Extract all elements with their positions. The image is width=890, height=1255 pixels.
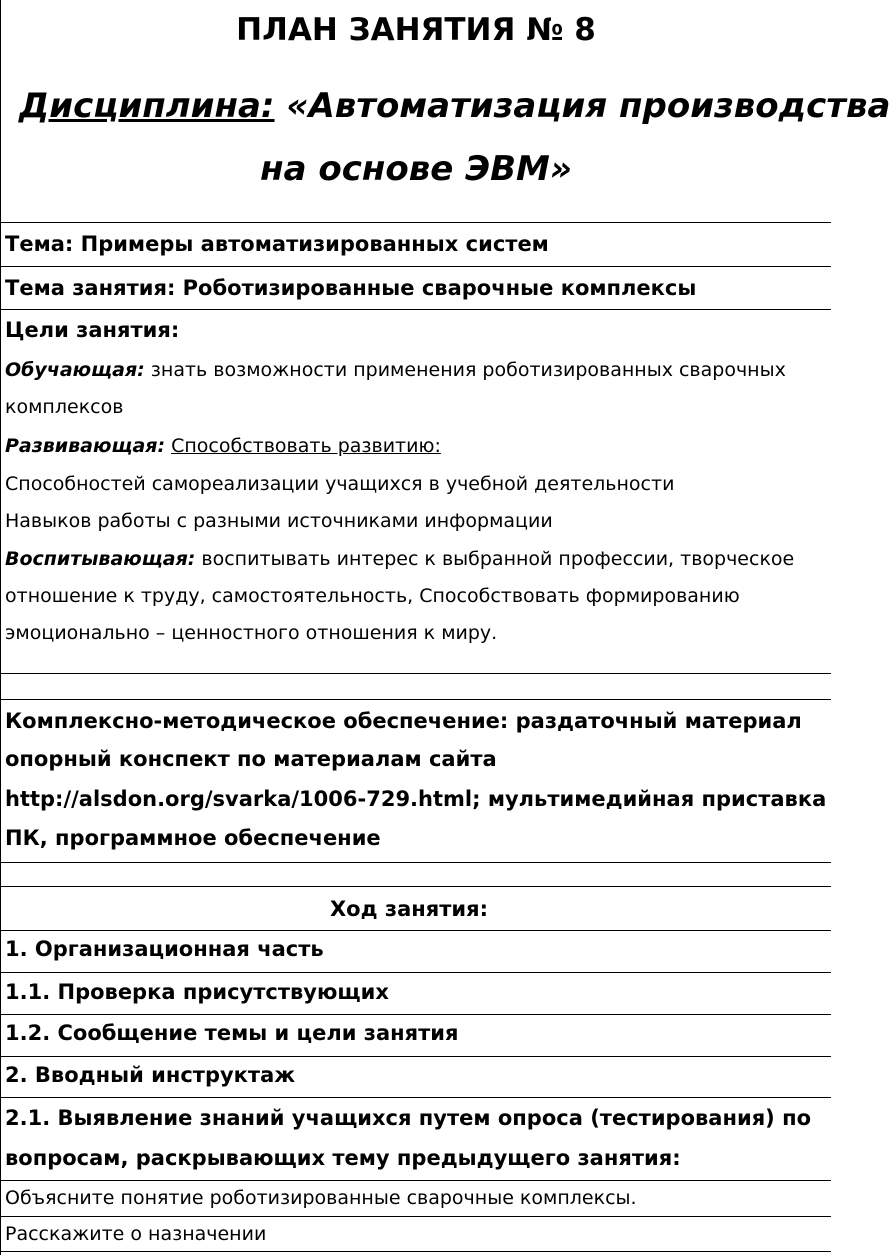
section-1-2: 1.2. Сообщение темы и цели занятия [5, 1021, 459, 1045]
course-heading: Ход занятия: [329, 897, 489, 921]
row-divider [1, 309, 831, 310]
row-divider [1, 1097, 831, 1098]
row-divider [1, 673, 831, 674]
goal-teaching-text: знать возможности применения роботизированных сварочных [144, 359, 786, 381]
topic: Тема: Примеры автоматизированных систем [5, 232, 549, 256]
section-1-1: 1.1. Проверка присутствующих [5, 980, 389, 1004]
goal-educating-label: Воспитывающая: [5, 548, 196, 570]
support-line-3: http://alsdon.org/svarka/1006-729.html; мультимедийная приставка [5, 787, 827, 811]
row-divider [1, 1251, 831, 1252]
row-divider [1, 886, 831, 887]
goal-developing-text: Способствовать развитию: [171, 435, 441, 457]
goal-developing-label: Развивающая: [5, 435, 166, 457]
row-divider [1, 972, 831, 973]
row-divider [1, 1180, 831, 1181]
discipline-value: «Автоматизация производства [274, 86, 890, 126]
goals-heading: Цели занятия: [5, 318, 180, 342]
section-2: 2. Вводный инструктаж [5, 1063, 296, 1087]
goal-developing [5, 435, 441, 457]
section-1: 1. Организационная часть [5, 937, 324, 961]
goal-teaching [5, 359, 786, 381]
goal-developing-item-2: Навыков работы с разными источниками информации [5, 510, 553, 532]
row-divider [1, 699, 831, 700]
goal-teaching-label: Обучающая: [5, 359, 145, 381]
row-divider [1, 222, 831, 223]
support-line-4: ПК, программное обеспечение [5, 826, 381, 850]
support-line-1: Комплексно-методическое обеспечение: раздаточный материал [5, 709, 802, 733]
goal-educating-text-2: отношение к труду, самостоятельность, Способствовать формированию [5, 585, 740, 607]
goal-educating-text: воспитывать интерес к выбранной профессии, творческое [195, 548, 795, 570]
goal-teaching-text-2: комплексов [5, 396, 124, 418]
goal-educating [5, 548, 794, 570]
discipline-label: Дисциплина: [19, 86, 275, 126]
section-2-1: 2.1. Выявление знаний учащихся путем опроса (тестирования) по [5, 1106, 812, 1130]
section-2-1-continued: вопросам, раскрывающих тему предыдущего занятия: [5, 1146, 681, 1170]
row-divider [1, 930, 831, 931]
row-divider [1, 266, 831, 267]
row-divider [1, 1014, 831, 1015]
question-2: Расскажите о назначении [5, 1223, 267, 1245]
support-line-2: опорный конспект по материалам сайта [5, 747, 497, 771]
goal-educating-text-3: эмоционально – ценностного отношения к миру. [5, 622, 498, 644]
discipline-line [19, 86, 890, 126]
discipline-line-2: на основе ЭВМ» [260, 149, 572, 189]
row-divider [1, 862, 831, 863]
row-divider [1, 1056, 831, 1057]
page-title: ПЛАН ЗАНЯТИЯ № 8 [236, 12, 596, 48]
row-divider [1, 1216, 831, 1217]
question-1: Объясните понятие роботизированные сварочные комплексы. [5, 1187, 637, 1209]
goal-developing-item-1: Способностей самореализации учащихся в учебной деятельности [5, 473, 675, 495]
lesson-topic: Тема занятия: Роботизированные сварочные комплексы [5, 276, 697, 300]
